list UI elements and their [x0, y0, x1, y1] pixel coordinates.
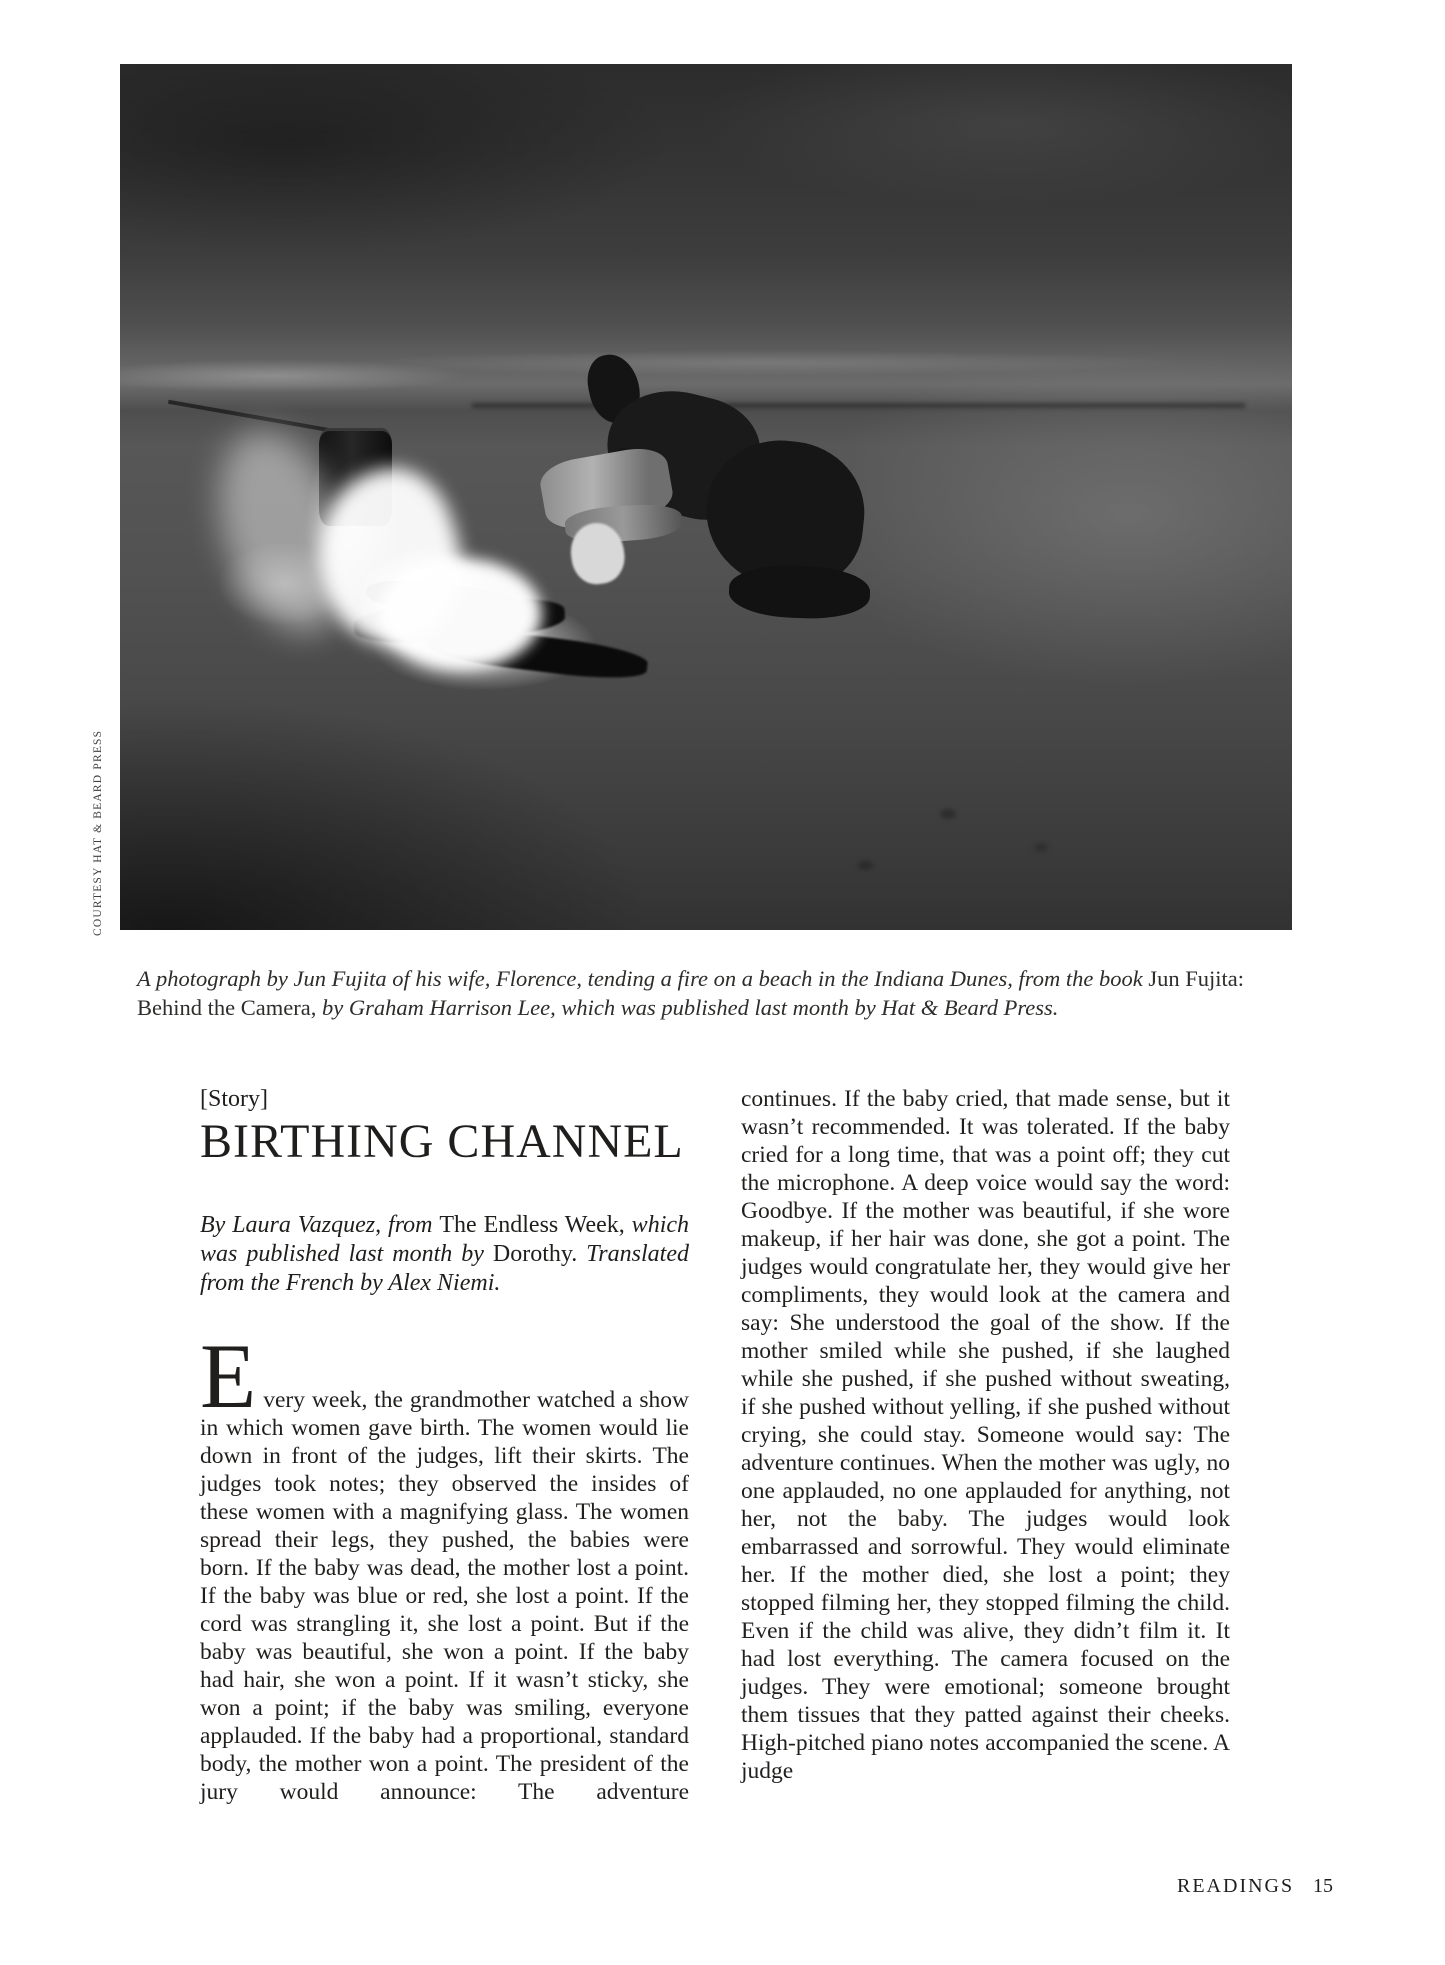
caption-segment-end: by Graham Harrison Lee, which was published last month by Hat & Beard Press.: [316, 994, 1059, 1020]
photo-sand-footprint-2: [1034, 843, 1048, 852]
article-column-left: [200, 1085, 689, 1830]
caption-segment: A photograph by Jun Fujita of his wife, Florence, tending a fire on a beach in the Indiana Dunes, from the book: [137, 965, 1149, 991]
byline-book-title: The Endless Week,: [439, 1212, 625, 1238]
photo-flame-core: [378, 558, 542, 671]
photo-figure-foot: [729, 564, 871, 621]
raised-initial-cap: E: [200, 1325, 257, 1427]
byline-segment: By Laura Vazquez, from: [200, 1212, 440, 1238]
body-column-1: [200, 1325, 689, 1806]
article-kicker: [Story]: [200, 1086, 268, 1112]
caption-book-title: Jun Fujita: Behind the Camera,: [137, 965, 1244, 1020]
photo-driftwood-stick: [168, 399, 342, 433]
byline-segment-2: which was published last month by: [200, 1212, 690, 1267]
article-column-right: [741, 1085, 1230, 1785]
photo-credit: COURTESY HAT & BEARD PRESS: [92, 729, 104, 936]
article-title: BIRTHING CHANNEL: [200, 1115, 684, 1168]
photo-sand-footprint: [940, 809, 956, 819]
byline-segment-3: Translated from the French by Alex Niemi.: [200, 1241, 689, 1296]
photo-caption: [137, 964, 1295, 1022]
body-column-2: continues. If the baby cried, that made sense, but it wasn’t recommended. It was tolerated. If the baby cried for a long time, that was a point off; they cut the microphone. A deep voice would say the word: Goodbye. If the mother was beautiful, if she wore makeup, if her hair was done, she got a point. The judges would congratulate her, they would give her compliments, they would look at the camera and say: She understood the goal of the show. If the mother smiled while she pushed, if she laughed while she pushed, if she pushed without sweating, if she pushed without yelling, if she pushed without crying, she could stay. Someone would say: The adventure continues. When the mother was ugly, no one applauded, no one applauded for anything, not her, not the baby. The judges would look embarrassed and sorrowful. They would eliminate her. If the mother died, she lost a point; they stopped filming her, they stopped filming the child. Even if the child was alive, they didn’t film it. It had lost everything. The camera focused on the judges. They were emotional; someone brought them tissues that they patted against their cheeks. High-pitched piano notes accompanied the scene. A judge: [741, 1086, 1230, 1784]
footer-section-label: READINGS: [1177, 1875, 1295, 1897]
footer-page-number: 15: [1313, 1875, 1333, 1897]
photo-sand-footprint-3: [858, 861, 873, 870]
page-footer: [1177, 1874, 1333, 1898]
photo-shoreline: [472, 403, 1246, 408]
body-column-1-text: very week, the grandmother watched a show in which women gave birth. The women would lie down in front of the judges, lift their skirts. The judges took notes; they observed the insides of these women with a magnifying glass. The women spread their legs, they pushed, the babies were born. If the baby was dead, the mother lost a point. If the baby was blue or red, she lost a point. If the cord was strangling it, she lost a point. But if the baby was beautiful, she won a point. If the baby had hair, she won a point. If it wasn’t sticky, she won a point; if the baby was smiling, everyone applauded. If the baby had a proportional, standard body, the mother won a point. The president of the jury would announce: The adventure: [200, 1387, 689, 1805]
beach-fire-photograph: [120, 64, 1292, 930]
article-byline: [200, 1211, 689, 1298]
byline-publisher: Dorothy.: [492, 1241, 578, 1267]
